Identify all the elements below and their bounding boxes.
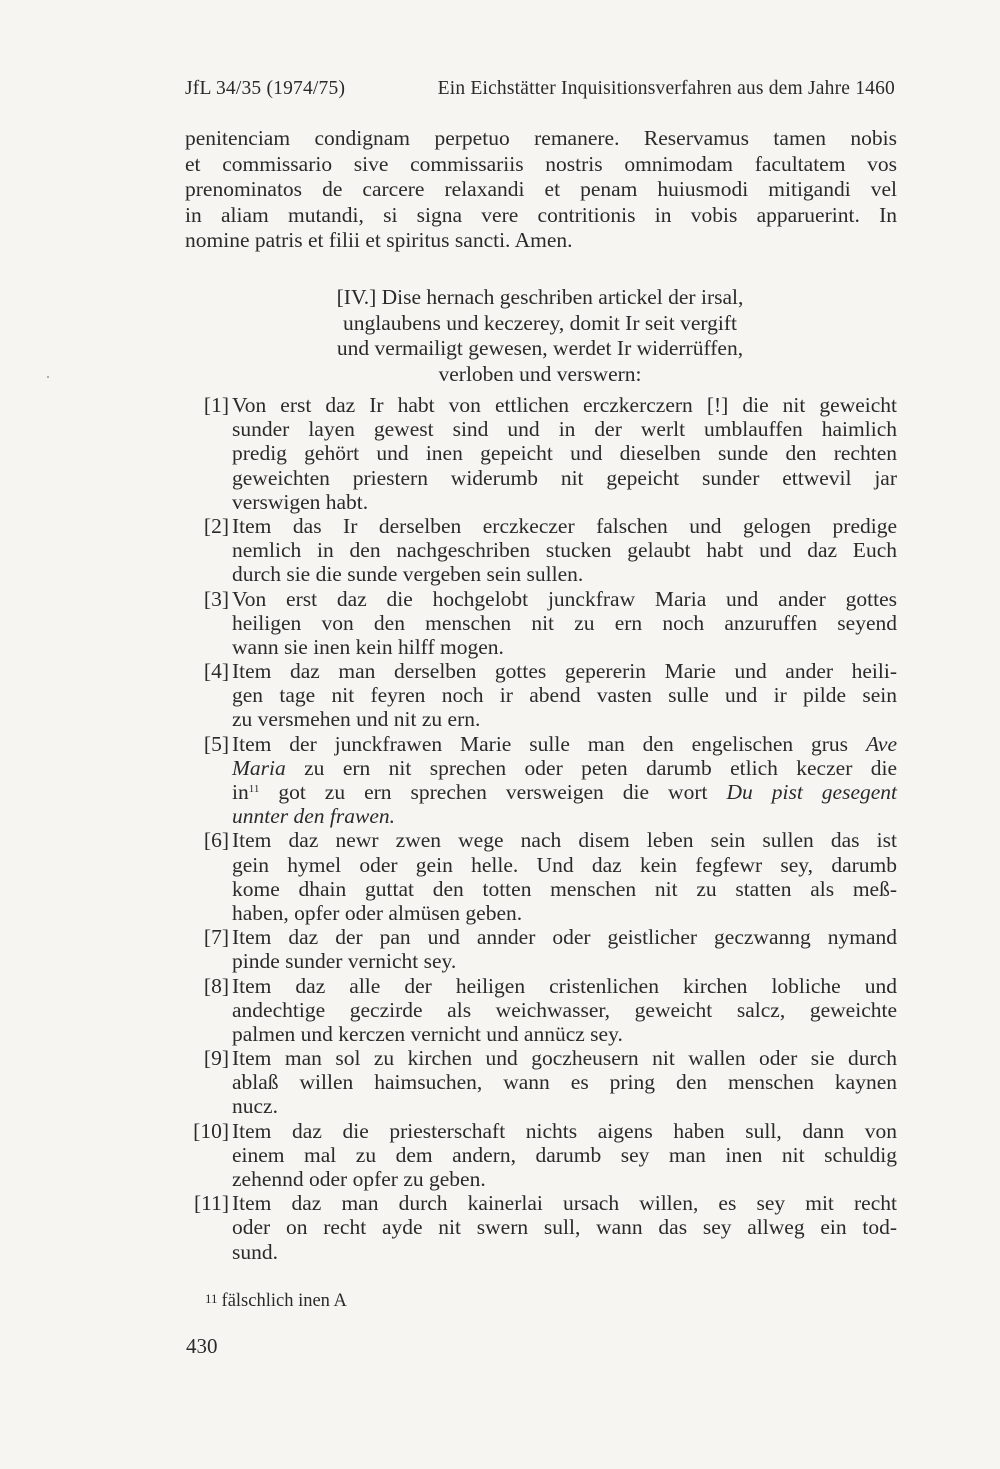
footnote-text: fälschlich inen A <box>221 1291 347 1311</box>
text-line: gen tage nit feyren noch ir abend vasten sulle und ir pilde sein <box>232 683 897 708</box>
heading-line: [IV.] Dise hernach geschriben artickel der irsal, <box>336 285 744 309</box>
text-line: predig gehört und inen gepeicht und dieselben sunde den rechten <box>232 441 897 466</box>
running-head-title: Ein Eichstätter Inquisitionsverfahren aus dem Jahre 1460 <box>437 78 895 99</box>
text-line: wann sie inen kein hilff mogen. <box>232 634 504 659</box>
text-line: ablaß willen haimsuchen, wann es pring den menschen kaynen <box>232 1070 897 1095</box>
footnote-reference[interactable]: 11 <box>248 783 260 795</box>
text-line: Item das Ir derselben erczkeczer falschen und gelogen predige <box>232 513 897 538</box>
running-head-journal: JfL 34/35 (1974/75) <box>185 78 346 99</box>
heading-line: verloben und verswern: <box>438 361 642 386</box>
footnote-mark: 11 <box>205 1291 218 1306</box>
article-10 <box>185 1119 897 1192</box>
latin-phrase: Ave <box>865 731 898 756</box>
text-line: et commissario sive commissariis nostris omnimodam facultatem vos <box>185 151 897 176</box>
text-line <box>232 780 897 804</box>
text-run: in <box>232 780 249 804</box>
text-line: Item daz man durch kainerlai ursach willen, es sey mit recht <box>232 1191 897 1216</box>
article-6 <box>185 828 897 925</box>
text-line: zu versmehen und nit zu ern. <box>232 707 481 732</box>
text-line: durch sie die sunde vergeben sein sullen. <box>232 562 584 587</box>
text-line: prenominatos de carcere relaxandi et penam huiusmodi mitigandi vel <box>185 177 897 202</box>
article-number: [1] <box>203 393 229 417</box>
text-line: gein hymel oder gein helle. Und daz kein fegfewr sey, darumb <box>232 852 897 877</box>
article-number: [9] <box>203 1046 229 1071</box>
text-line: pinde sunder vernicht sey. <box>232 949 457 974</box>
text-line: haben, opfer oder almüsen geben. <box>232 900 523 925</box>
text-run: Item der junckfrawen Marie sulle man den engelischen grus <box>232 731 849 756</box>
text-line: Item daz der pan und annder oder geistlicher geczwanng nymand <box>232 925 897 950</box>
article-number: [2] <box>203 513 229 538</box>
text-line: Von erst daz die hochgelobt junckfraw Maria und ander gottes <box>232 586 897 611</box>
text-line: nomine patris et filii et spiritus sancti. Amen. <box>185 228 573 253</box>
article-number: [8] <box>203 973 229 998</box>
heading-line: und vermailigt gewesen, werdet Ir widerrüffen, <box>336 336 744 361</box>
text-line: oder on recht ayde nit swern sull, wann das sey allweg ein tod- <box>232 1215 897 1240</box>
running-head <box>185 78 895 100</box>
article-number: [6] <box>203 828 229 853</box>
article-number: [10] <box>193 1118 229 1143</box>
text-line: heiligen von den menschen nit zu ern noch anzuruffen seyend <box>232 610 897 635</box>
article-number: [4] <box>203 659 229 684</box>
article-3 <box>185 587 897 660</box>
article-number: [7] <box>203 925 229 950</box>
text-line <box>232 732 897 756</box>
text-run: got zu ern sprechen versweigen die wort <box>278 780 708 804</box>
article-2 <box>185 514 897 587</box>
article-number: [3] <box>203 586 229 611</box>
article-4 <box>185 659 897 732</box>
section-heading <box>240 285 840 387</box>
quoted-phrase: Du pist gesegent <box>726 780 898 804</box>
article-list <box>185 393 897 1264</box>
text-line: Item daz alle der heiligen cristenlichen kirchen lobliche und <box>232 973 897 998</box>
intro-paragraph <box>185 126 897 254</box>
quoted-phrase: unnter den frawen. <box>232 804 396 829</box>
heading-line: unglaubens und keczerey, domit Ir seit vergift <box>342 310 738 335</box>
text-line: Item man sol zu kirchen und goczheusern nit wallen oder sie durch <box>232 1046 897 1071</box>
text-line: verswigen habt. <box>232 489 369 514</box>
footnote <box>205 1291 347 1312</box>
article-7 <box>185 925 897 973</box>
text-run: zu ern nit sprechen oder peten darumb etlich keczer die <box>304 755 898 780</box>
text-line: kome dhain guttat den totten menschen nit zu statten als meß- <box>232 876 897 901</box>
latin-phrase: Maria <box>232 755 286 780</box>
page-number: 430 <box>186 1334 218 1358</box>
text-line: nucz. <box>232 1094 278 1119</box>
article-8 <box>185 974 897 1047</box>
article-11 <box>185 1191 897 1264</box>
text-line: andechtige geczirde als weichwasser, geweicht salcz, geweichte <box>232 997 897 1022</box>
text-line: Item daz newr zwen wege nach disem leben sein sullen das ist <box>232 828 897 853</box>
article-number: [11] <box>193 1191 229 1216</box>
text-line: in aliam mutandi, si signa vere contritionis in vobis apparuerint. In <box>185 202 897 227</box>
article-9 <box>185 1046 897 1119</box>
article-number: [5] <box>203 731 229 756</box>
text-line: Item daz man derselben gottes gepererin Marie und ander heili- <box>232 659 897 684</box>
text-line <box>232 756 897 780</box>
text-line: penitenciam condignam perpetuo remanere. Reservamus tamen nobis <box>185 126 897 150</box>
text-line: sunder layen gewest sind und in der werlt umblauffen haimlich <box>232 417 897 442</box>
text-line: zehennd oder opfer zu geben. <box>232 1167 486 1191</box>
text-line: nemlich in den nachgeschriben stucken gelaubt habt und daz Euch <box>232 538 897 563</box>
text-line: geweichten priestern widerumb nit gepeicht sunder ettwevil jar <box>232 465 897 490</box>
article-1 <box>185 393 897 514</box>
text-line: sund. <box>232 1239 278 1264</box>
text-line: palmen und kerczen vernicht und annücz sey. <box>232 1021 623 1046</box>
scan-speck <box>47 376 49 378</box>
article-5 <box>185 732 897 829</box>
text-line: Von erst daz Ir habt von ettlichen erczkerczern [!] die nit geweicht <box>232 393 897 417</box>
text-line: Item daz die priesterschaft nichts aigens haben sull, dann von <box>232 1118 897 1143</box>
text-line: einem mal zu dem andern, darumb sey man inen nit schuldig <box>232 1142 897 1167</box>
